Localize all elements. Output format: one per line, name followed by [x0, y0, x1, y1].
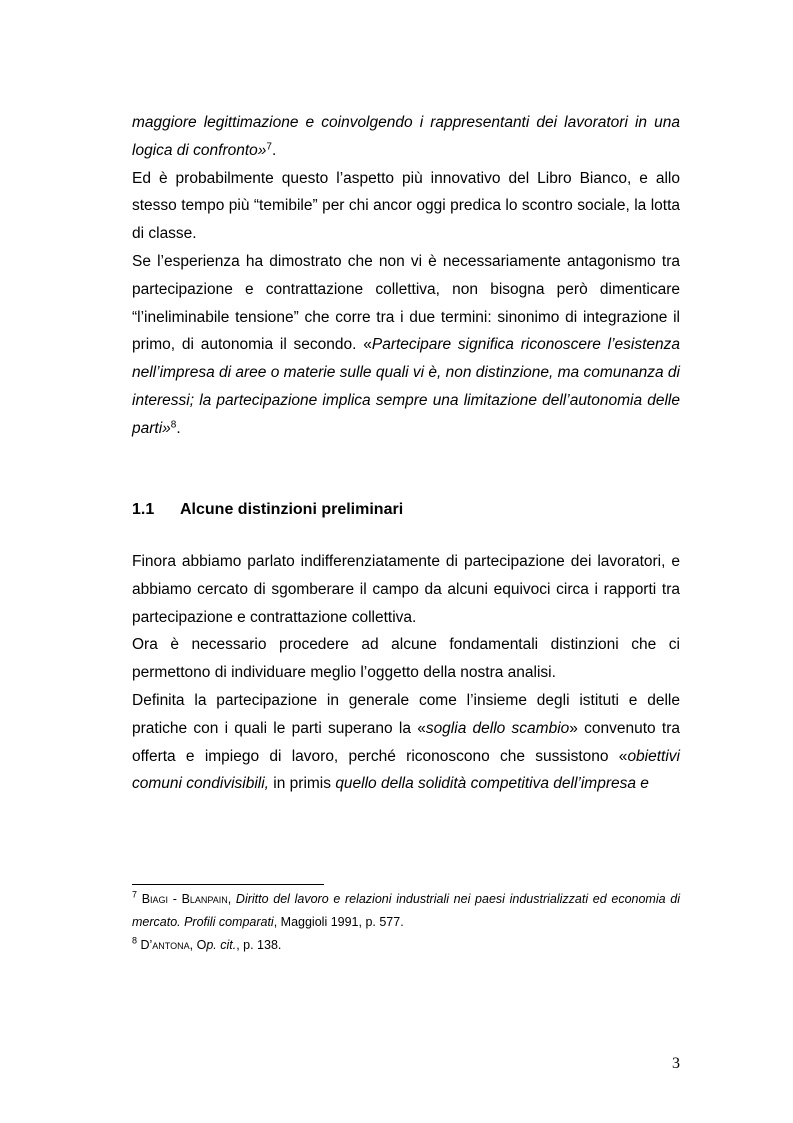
- body_bottom-paragraph: [132, 631, 680, 687]
- footnotes-paragraph: [132, 888, 680, 934]
- body_top-paragraph: [132, 165, 680, 248]
- text-run: Diritto del lavoro e relazioni industriali nei paesi industrializzati ed economia di mercato. Profili comparati: [132, 892, 680, 929]
- text-run: , Maggioli 1991, p. 577.: [273, 915, 404, 929]
- footnotes-paragraph: [132, 934, 680, 957]
- footnote-ref: 8: [132, 935, 138, 946]
- footnote-separator: [132, 884, 324, 885]
- text-run: in primis: [268, 775, 336, 793]
- text-run: Ed è probabilmente questo l’aspetto più innovativo del Libro Bianco, e allo stesso tempo più “temibile” per chi ancor oggi predica lo scontro sociale, la lotta di classe.: [132, 169, 680, 243]
- section-title: Alcune distinzioni preliminari: [180, 501, 404, 518]
- text-run: Biagi - Blanpain,: [141, 892, 232, 906]
- text-run: D’antona: [140, 938, 190, 952]
- text-run: soglia dello scambio: [425, 719, 570, 737]
- footnote-ref: 8: [170, 419, 177, 431]
- body-text-top: [132, 109, 680, 443]
- body_top-paragraph: [132, 109, 680, 165]
- footnote-ref: 7: [266, 141, 272, 153]
- text-run: , p. 138.: [236, 938, 282, 952]
- body-text-bottom: [132, 548, 680, 798]
- section-heading: [132, 496, 680, 524]
- footnotes: [132, 888, 680, 957]
- text-run: quello della solidità competitiva dell’impresa e: [335, 775, 649, 793]
- text-run: p. cit.: [206, 938, 237, 952]
- text-run: , O: [189, 938, 207, 952]
- text-run: Ora è necessario procedere ad alcune fondamentali distinzioni che ci permettono di individuare meglio l’oggetto della nostra analisi.: [132, 636, 680, 682]
- text-run: Definita la partecipazione in generale come l’insieme degli istituti e delle pratiche con i quali le parti superano la «: [132, 691, 680, 737]
- text-run: .: [271, 141, 277, 159]
- text-run: Se l’esperienza ha dimostrato che non vi è necessariamente antagonismo tra partecipazione e contrattazione collettiva, non bisogna però dimenticare “l’ineliminabile tensione” che corre tra i due termini: sinonimo di integrazione il primo, di autonomia il secondo. «: [132, 252, 680, 354]
- body_bottom-paragraph: [132, 687, 680, 798]
- text-run: Partecipare significa riconoscere l’esistenza nell’impresa di aree o materie sulle quali vi è, non distinzione, ma comunanza di interessi; la partecipazione implica sempre una limitazione dell’autonomia delle parti»: [132, 336, 680, 437]
- text-run: .: [176, 419, 181, 437]
- text-run: » convenuto tra offerta e impiego di lavoro, perché riconoscono che sussistono «: [132, 719, 680, 765]
- body_bottom-paragraph: [132, 548, 680, 631]
- page-number: 3: [672, 1055, 680, 1072]
- section-number: 1.1: [132, 501, 155, 518]
- text-run: maggiore legittimazione e coinvolgendo i rappresentanti dei lavoratori in una logica di confronto»: [132, 114, 680, 159]
- footnote-ref: 7: [132, 889, 138, 900]
- text-run: obiettivi comuni condivisibili,: [132, 747, 680, 793]
- text-run: Finora abbiamo parlato indifferenziatamente di partecipazione dei lavoratori, e abbiamo cercato di sgomberare il campo da alcuni equivoci circa i rapporti tra partecipazione e contrattazione collettiva.: [132, 553, 680, 626]
- body_top-paragraph: [132, 248, 680, 443]
